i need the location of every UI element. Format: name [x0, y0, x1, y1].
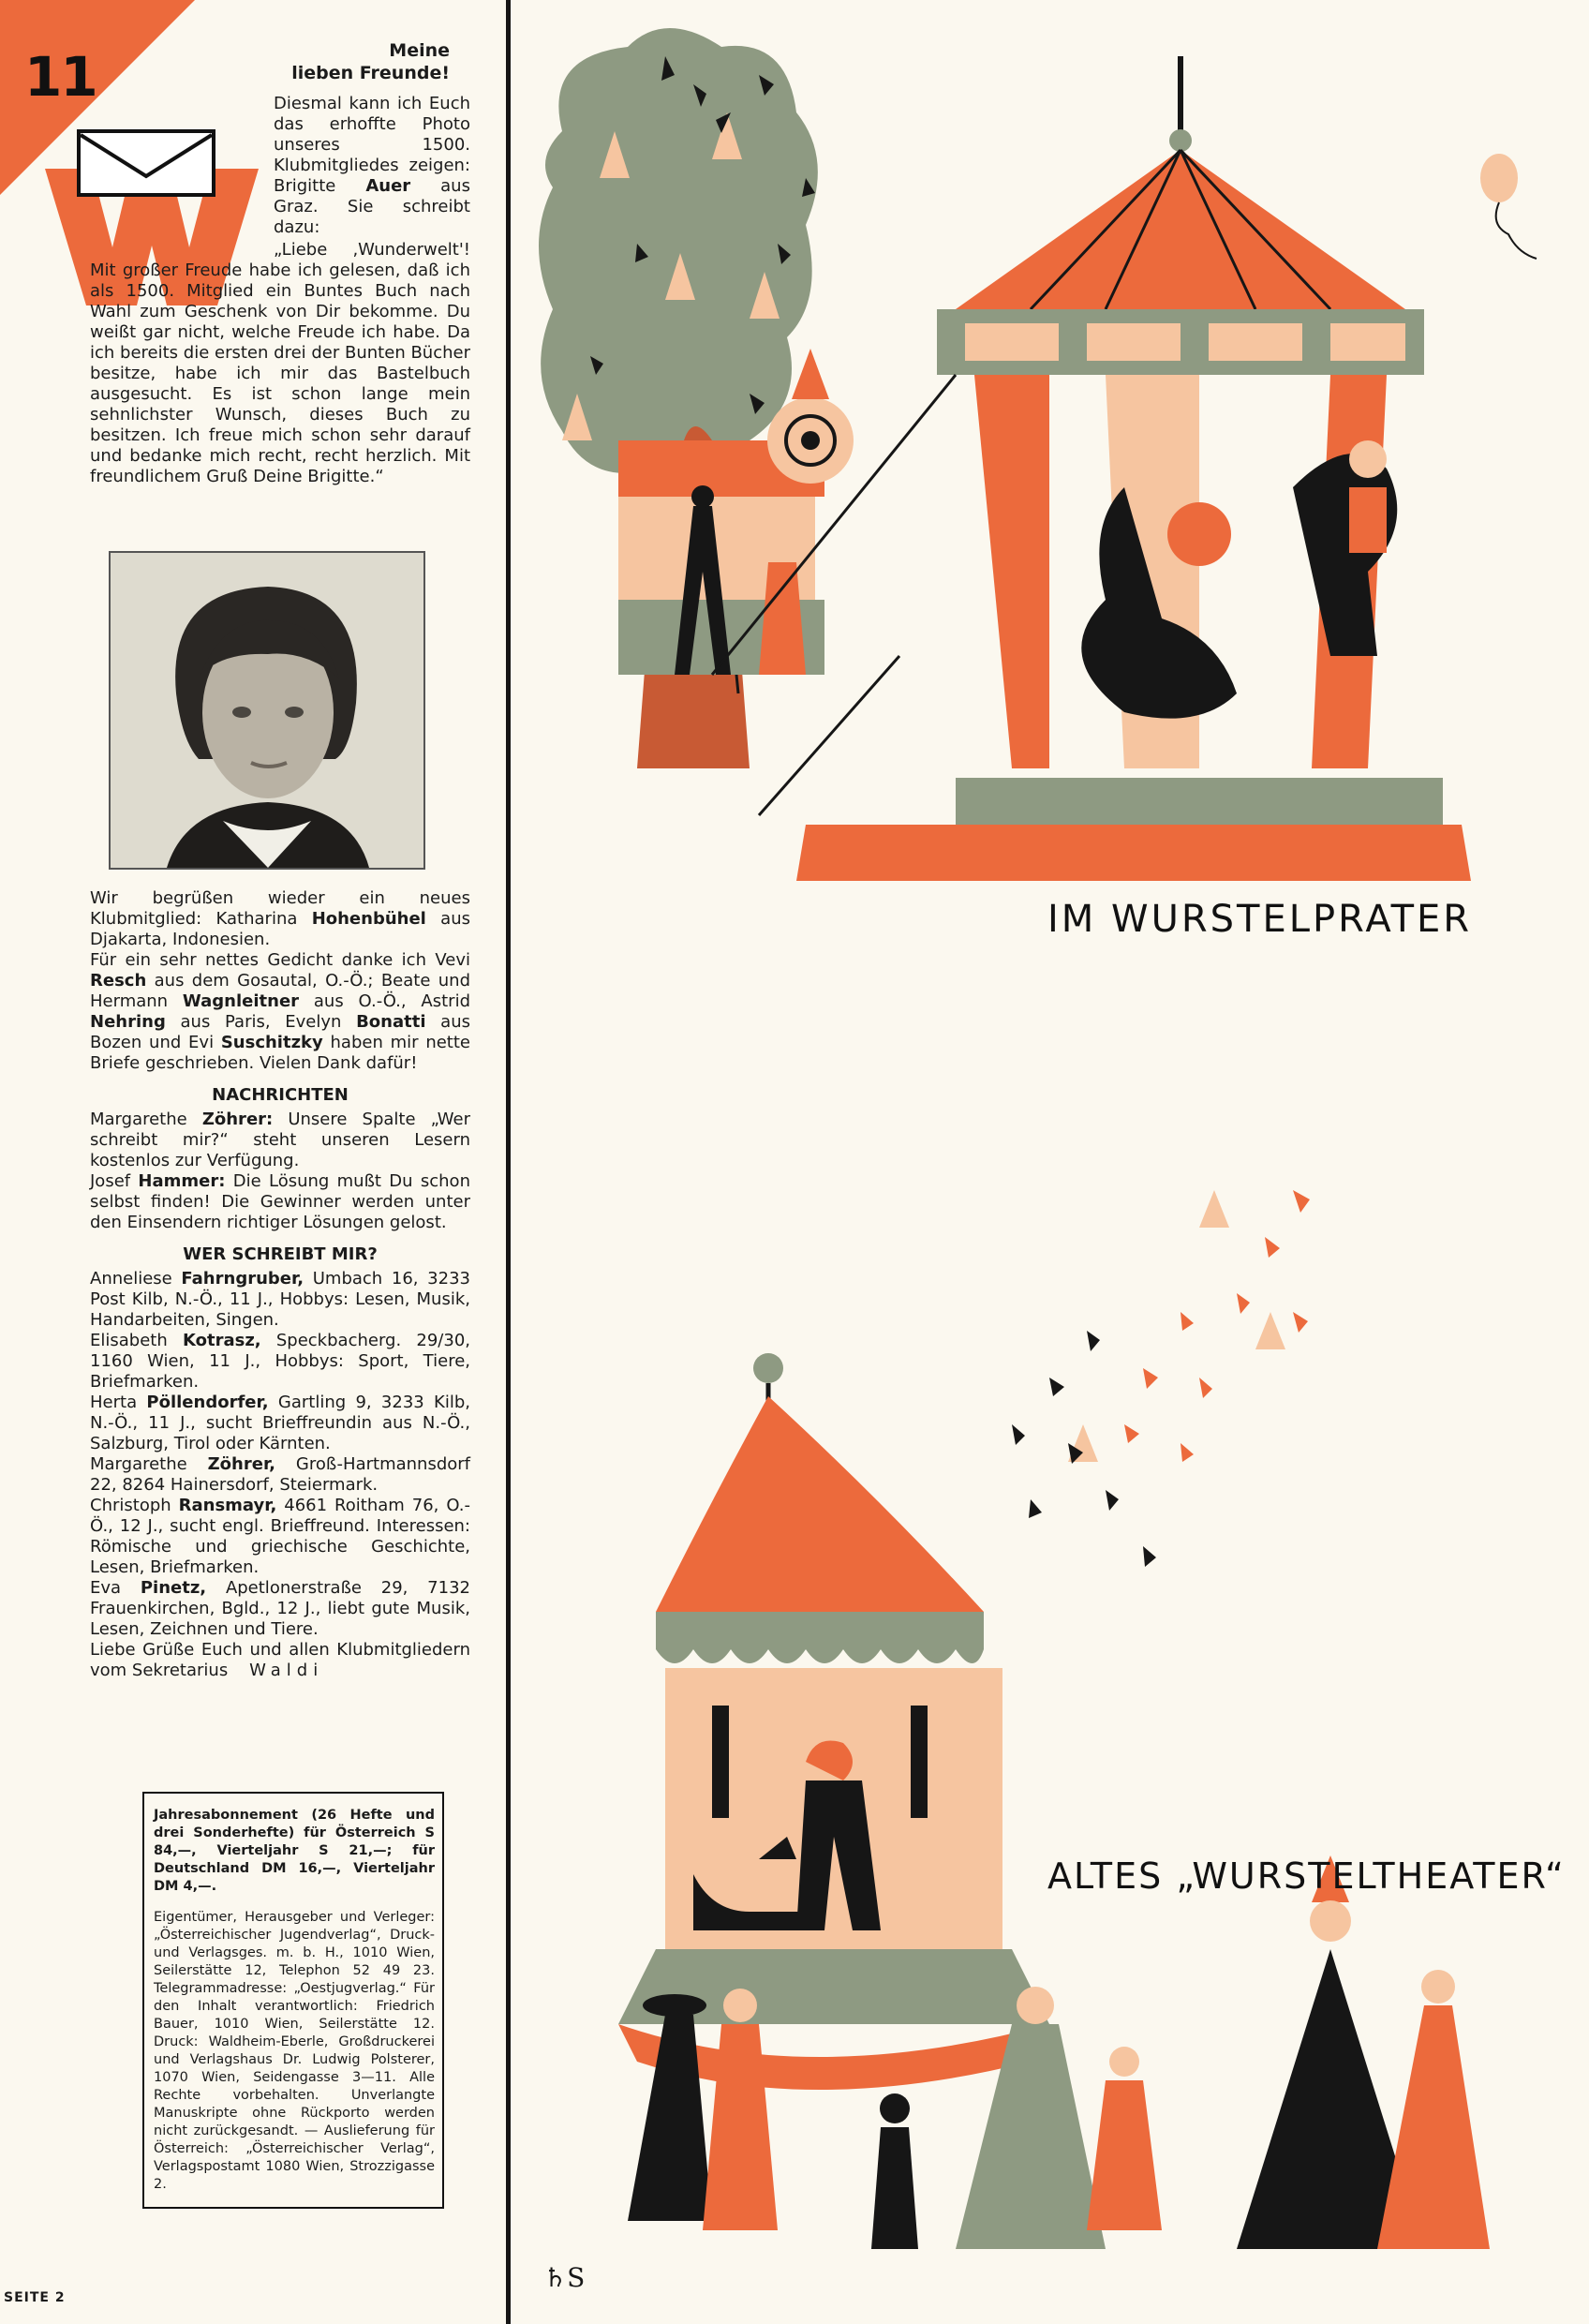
text: Margarethe — [90, 1110, 202, 1129]
name: Nehring — [90, 1012, 166, 1032]
prater-illustration — [525, 0, 1589, 2324]
text: aus Paris, Evelyn — [165, 1012, 357, 1032]
greeting-line-2: lieben Freunde! — [291, 63, 450, 83]
club-column — [0, 0, 487, 2324]
news-item — [90, 1110, 470, 1171]
name: Kotrasz, — [182, 1331, 261, 1350]
closing — [90, 1640, 470, 1681]
name: Fahrngruber, — [181, 1269, 304, 1289]
pen-pal-entry — [90, 1578, 470, 1640]
publisher-details: Eigentümer, Herausgeber und Verleger: „Österreichischer Jugendverlag“, Druck- und Verlagsges. m. b. H., 1010 Wien, Seilerstätte 12, Telephon 52 49 23. Telegrammadresse: „Oestjugverlag.“ Für den Inhalt verantwortlich: Friedrich Bauer, 1010 Wien, Seilerstätte 12. Druck: Waldheim-Eberle, Großdruckerei und Verlagshaus Dr. Ludwig Polsterer, 1070 Wien, Seidengasse 3—11. Alle Rechte vorbehalten. Unverlangte Manuskripte ohne Rückporto werden nicht zurückgesandt. — Auslieferung für Österreich: „Österreichischer Verlag“, Verlagspostamt 1080 Wien, Strozzigasse 2. — [154, 1910, 435, 2192]
pen-pal-entry — [90, 1393, 470, 1454]
text: aus Djakarta, Indonesien. — [90, 909, 470, 949]
news-item — [90, 1171, 470, 1233]
text: aus O.-Ö., Astrid — [299, 991, 470, 1011]
text: Elisabeth — [90, 1331, 183, 1350]
text: Anneliese — [90, 1269, 182, 1289]
letter-intro-end: aus Graz. Sie schreibt dazu: — [274, 176, 470, 237]
artist-monogram: ♄S — [543, 2262, 586, 2293]
name: Zöhrer: — [201, 1110, 274, 1129]
letter-quote — [90, 240, 470, 487]
thanks-paragraph — [90, 950, 470, 1074]
text: Unsere Spalte „Wer schreibt mir?“ steht unseren Lesern kostenlos zur Verfügung. — [90, 1110, 470, 1170]
page-label: SEITE 2 — [4, 2290, 66, 2305]
pen-pal-entry — [90, 1331, 470, 1393]
name: Bonatti — [356, 1012, 426, 1032]
text: Margarethe — [90, 1454, 208, 1474]
text: Speckbacherg. 29/30, 1160 Wien, 11 J., Hobbys: Sport, Tiere, Briefmarken. — [90, 1331, 470, 1392]
name: Wagnleitner — [182, 991, 300, 1011]
balloon-icon — [1480, 154, 1537, 259]
text: Für ein sehr nettes Gedicht danke ich Vevi — [90, 950, 470, 970]
title-bottom: ALTES „WURSTELTHEATER“ — [1047, 1855, 1566, 1897]
closing-text: Liebe Grüße Euch und allen Klubmitgliedern vom Sekretarius — [90, 1640, 470, 1680]
member-name: Auer — [365, 176, 411, 196]
news-heading: NACHRICHTEN — [212, 1085, 349, 1105]
greeting-line-1: Meine — [389, 40, 450, 61]
member-photo — [109, 551, 425, 870]
text: Umbach 16, 3233 Post Kilb, N.-Ö., 11 J., Hobbys: Lesen, Musik, Handarbeiten, Singen. — [90, 1269, 470, 1330]
name: Suschitzky — [220, 1033, 323, 1052]
puppet-theater — [618, 1353, 1049, 2090]
name: Hohenbühel — [311, 909, 426, 929]
imprint-box — [142, 1792, 444, 2209]
name: Pinetz, — [140, 1578, 207, 1598]
text: Josef — [90, 1171, 139, 1191]
name: Ransmayr, — [178, 1496, 277, 1515]
bottom-leaves-icon — [1012, 1190, 1310, 1567]
text: Wir begrüßen wieder ein neues Klubmitglied: Katharina — [90, 888, 470, 929]
subscription-info: Jahresabonnement (26 Hefte und drei Sonderhefte) für Österreich S 84,—, Vierteljahr S 21,—; für Deutschland DM 16,—, Vierteljahr DM 4,—. — [154, 1808, 435, 1894]
text: Groß-Hartmannsdorf 22, 8264 Hainersdorf, Steiermark. — [90, 1454, 470, 1495]
letter-intro: Diesmal kann ich Euch das erhoffte Photo unseres 1500. Klubmitgliedes zeigen: Brigitte — [274, 94, 470, 196]
pen-pal-entry — [90, 1269, 470, 1331]
text: aus Bozen und Evi — [90, 1012, 470, 1052]
text: haben mir nette Briefe geschrieben. Vielen Dank dafür! — [90, 1033, 470, 1073]
pen-pal-entry — [90, 1496, 470, 1578]
issue-number: 11 — [24, 45, 97, 109]
greeting — [281, 39, 450, 84]
text: Apetlonerstraße 29, 7132 Frauenkirchen, Bgld., 12 J., liebt gute Musik, Lesen, Zeichnen und Tiere. — [90, 1578, 470, 1639]
text: Herta — [90, 1393, 147, 1412]
name: Zöhrer, — [207, 1454, 276, 1474]
welcome-paragraph — [90, 888, 470, 950]
club-news — [90, 888, 470, 1681]
text: Gartling 9, 3233 Kilb, N.-Ö., 11 J., sucht Brieffreundin aus N.-Ö., Salzburg, Tirol oder Kärnten. — [90, 1393, 470, 1453]
letter-text — [274, 94, 470, 238]
quote-text: „Liebe ‚Wunderwelt'! Mit großer Freude habe ich gelesen, daß ich als 1500. Mitglied ein Buntes Buch nach Wahl zum Geschenk von Dir bekomme. Du weißt gar nicht, welche Freude ich habe. Da ich bereits die ersten drei der Bunten Bücher besitze, habe ich mir das Bastelbuch ausgesucht. Es ist schon lange mein sehnlichster Wunsch, dieses Buch zu besitzen. Ich freue mich schon sehr darauf und bedanke mich recht, recht herzlich. Mit freundlichem Gruß Deine Brigitte.“ — [90, 240, 470, 486]
pen-pals-heading: WER SCHREIBT MIR? — [183, 1244, 378, 1264]
title-top: IM WURSTELPRATER — [1047, 898, 1473, 941]
name: Pöllendorfer, — [146, 1393, 269, 1412]
name: Hammer: — [138, 1171, 226, 1191]
portrait-image — [111, 553, 423, 868]
signature: Waldi — [249, 1661, 324, 1680]
text: Christoph — [90, 1496, 179, 1515]
name: Resch — [90, 971, 147, 991]
text: Eva — [90, 1578, 141, 1598]
envelope-icon — [77, 129, 215, 197]
column-divider — [506, 0, 511, 2324]
pen-pal-entry — [90, 1454, 470, 1496]
text: Die Lösung mußt Du schon selbst finden! Die Gewinner werden unter den Einsendern richtiger Lösungen gelost. — [90, 1171, 470, 1232]
text: 4661 Roitham 76, O.-Ö., 12 J., sucht engl. Brieffreund. Interessen: Römische und griechische Geschichte, Lesen, Briefmarken. — [90, 1496, 470, 1577]
text: aus dem Gosautal, O.-Ö.; Beate und Hermann — [90, 971, 470, 1011]
